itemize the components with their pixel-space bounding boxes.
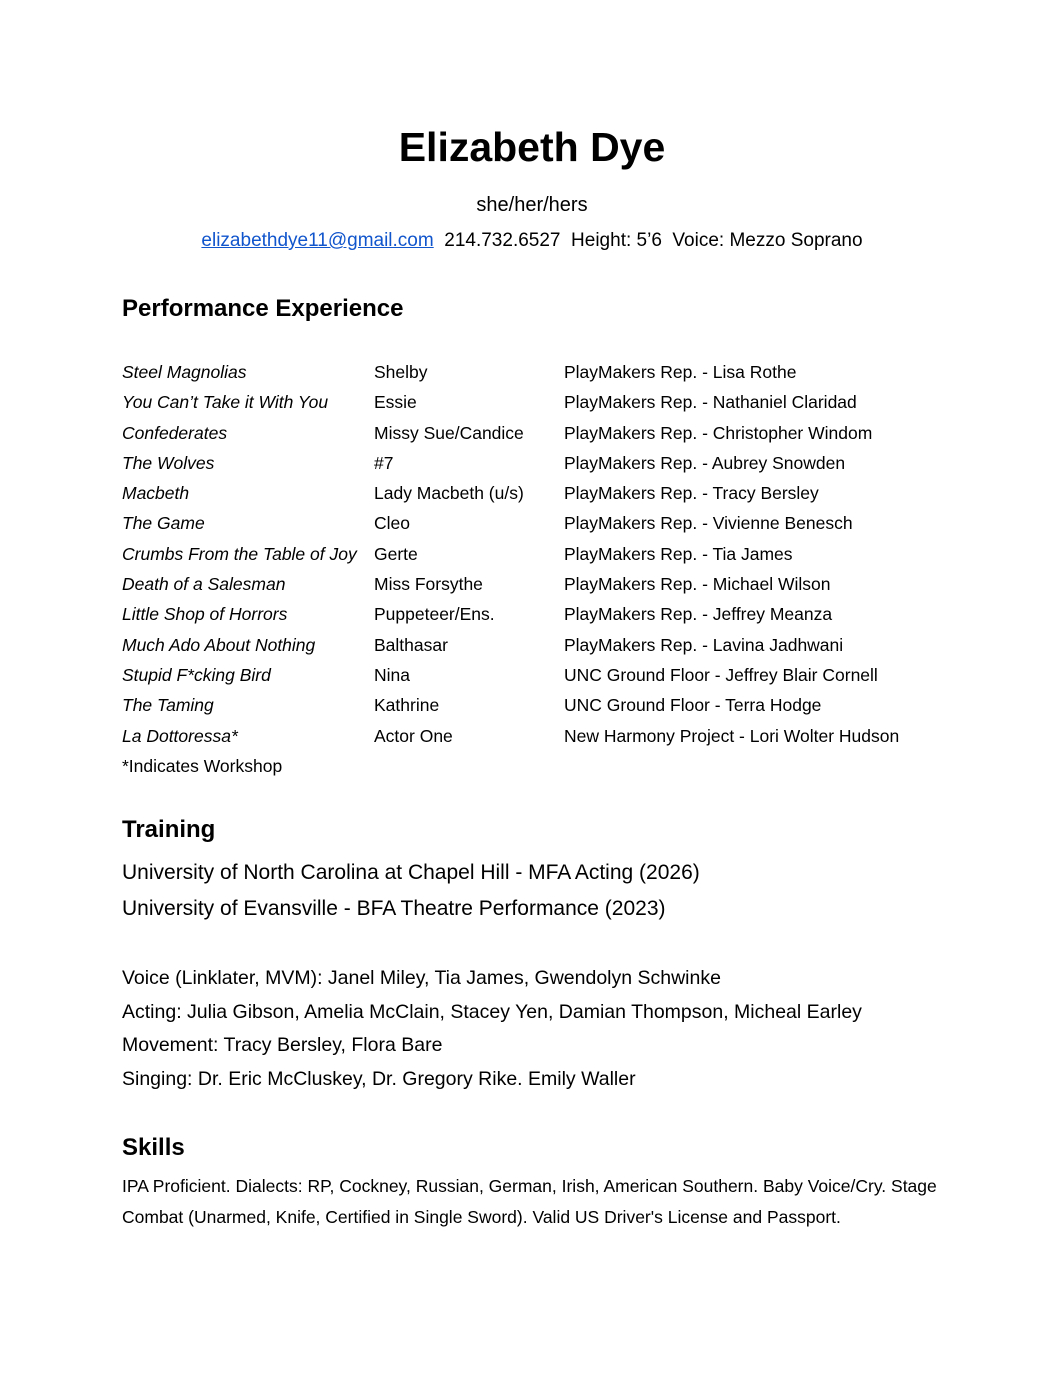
show-company: PlayMakers Rep. - Jeffrey Meanza <box>564 604 833 625</box>
show-company: New Harmony Project - Lori Wolter Hudson <box>564 725 900 746</box>
show-title: Little Shop of Horrors <box>122 604 288 625</box>
show-company: PlayMakers Rep. - Christopher Windom <box>564 422 873 443</box>
show-company: PlayMakers Rep. - Lavina Jadhwani <box>564 634 844 655</box>
show-title: You Can’t Take it With You <box>122 392 329 413</box>
show-role: Kathrine <box>374 695 440 716</box>
performance-row <box>122 539 942 569</box>
show-role: Gerte <box>374 543 418 564</box>
contact-line <box>0 228 1064 254</box>
show-role: Cleo <box>374 513 410 534</box>
teacher-entry: Singing: Dr. Eric McCluskey, Dr. Gregory Rike. Emily Waller <box>122 1067 636 1090</box>
performance-row <box>122 721 942 751</box>
training-heading: Training <box>122 816 216 843</box>
show-title: Confederates <box>122 422 228 443</box>
show-title: Stupid F*cking Bird <box>122 664 271 685</box>
show-role: Lady Macbeth (u/s) <box>374 483 524 504</box>
teacher-entry: Movement: Tracy Bersley, Flora Bare <box>122 1034 443 1056</box>
show-title: La Dottoressa* <box>122 725 238 746</box>
skills-text: IPA Proficient. Dialects: RP, Cockney, Russian, German, Irish, American Southern. Baby Voice/Cry. Stage Combat (Unarmed, Knife, Certified in Single Sword). Valid US Driver's License and Passport. <box>122 1176 937 1227</box>
show-role: Shelby <box>374 362 428 382</box>
show-title: Steel Magnolias <box>122 362 247 382</box>
pronouns: she/her/hers <box>476 194 588 216</box>
performance-row <box>122 690 942 720</box>
show-company: PlayMakers Rep. - Nathaniel Claridad <box>564 392 857 413</box>
show-role: Nina <box>374 664 410 685</box>
schools-list <box>122 855 700 927</box>
show-role: #7 <box>374 452 394 473</box>
show-company: PlayMakers Rep. - Michael Wilson <box>564 574 831 595</box>
contact-details: 214.732.6527 Height: 5’6 Voice: Mezzo Soprano <box>433 230 863 251</box>
show-title: Crumbs From the Table of Joy <box>122 543 357 564</box>
performance-row <box>122 630 942 660</box>
show-role: Actor One <box>374 725 453 746</box>
performance-row <box>122 478 942 508</box>
show-company: PlayMakers Rep. - Tia James <box>564 543 793 564</box>
show-role: Puppeteer/Ens. <box>374 604 495 625</box>
performance-row <box>122 508 942 538</box>
performance-heading: Performance Experience <box>122 295 404 322</box>
show-role: Essie <box>374 392 417 413</box>
performance-row <box>122 660 942 690</box>
skills-heading: Skills <box>122 1134 185 1161</box>
show-company: PlayMakers Rep. - Tracy Bersley <box>564 483 819 504</box>
show-title: Macbeth <box>122 483 190 504</box>
school-entry: University of North Carolina at Chapel Hill - MFA Acting (2026) <box>122 861 700 884</box>
show-role: Balthasar <box>374 634 448 655</box>
show-title: Much Ado About Nothing <box>122 634 316 655</box>
show-company: UNC Ground Floor - Terra Hodge <box>564 695 822 716</box>
teachers-list <box>122 962 862 1096</box>
performance-row <box>122 418 942 448</box>
performance-row <box>122 569 942 599</box>
workshop-note: *Indicates Workshop <box>122 756 283 776</box>
teacher-entry: Acting: Julia Gibson, Amelia McClain, Stacey Yen, Damian Thompson, Micheal Earley <box>122 1000 862 1023</box>
show-title: The Game <box>122 513 205 534</box>
show-company: PlayMakers Rep. - Lisa Rothe <box>564 362 797 382</box>
show-title: The Wolves <box>122 452 215 473</box>
school-entry: University of Evansville - BFA Theatre Performance (2023) <box>122 897 666 920</box>
show-title: Death of a Salesman <box>122 574 286 595</box>
show-title: The Taming <box>122 695 214 716</box>
show-role: Missy Sue/Candice <box>374 422 524 443</box>
show-company: PlayMakers Rep. - Aubrey Snowden <box>564 452 846 473</box>
resume-name: Elizabeth Dye <box>398 124 666 170</box>
performance-row <box>122 357 942 387</box>
performance-row <box>122 448 942 478</box>
email-link[interactable]: elizabethdye11@gmail.com <box>201 230 434 251</box>
show-company: PlayMakers Rep. - Vivienne Benesch <box>564 513 853 534</box>
show-role: Miss Forsythe <box>374 574 483 595</box>
performance-table <box>122 357 942 751</box>
teacher-entry: Voice (Linklater, MVM): Janel Miley, Tia James, Gwendolyn Schwinke <box>122 967 721 989</box>
performance-row <box>122 387 942 417</box>
show-company: UNC Ground Floor - Jeffrey Blair Cornell <box>564 664 878 685</box>
performance-row <box>122 599 942 629</box>
